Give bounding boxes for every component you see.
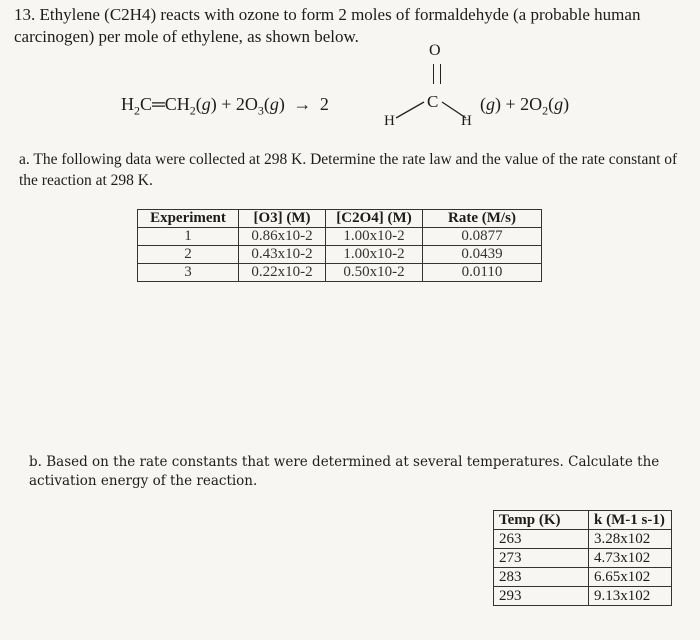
cell-temp: 283 (494, 568, 589, 587)
cell-temp: 293 (494, 587, 589, 606)
col-experiment: Experiment (138, 210, 239, 228)
cell-exp: 1 (138, 228, 239, 246)
cell-c2o4: 1.00x10-2 (326, 246, 423, 264)
bond-left (396, 102, 424, 118)
table-row (138, 228, 542, 246)
col-temp: Temp (K) (494, 511, 589, 530)
product-oxygen: $2O_2(g)$ (520, 94, 570, 118)
table-row (494, 530, 672, 549)
col-k: k (M-1 s-1) (589, 511, 672, 530)
cell-k: 9.13x102 (589, 587, 672, 606)
table-row (138, 246, 542, 264)
formaldehyde-h-left: H (384, 113, 395, 129)
formaldehyde-oxygen: O (429, 42, 441, 59)
cell-k: 3.28x102 (589, 530, 672, 549)
reaction-arrow: → (293, 94, 312, 114)
table-row (494, 568, 672, 587)
reactant-ozone: $2O_3(g)$ (235, 94, 285, 118)
table-row (138, 264, 542, 282)
reactant-ethylene: $H_2C═CH_2(g)$ (121, 94, 217, 118)
cell-c2o4: 0.50x10-2 (326, 264, 423, 282)
cell-exp: 2 (138, 246, 239, 264)
col-rate: Rate (M/s) (423, 210, 542, 228)
cell-o3: 0.43x10-2 (239, 246, 326, 264)
col-o3: [O3] (M) (239, 210, 326, 228)
cell-temp: 273 (494, 549, 589, 568)
cell-o3: 0.86x10-2 (239, 228, 326, 246)
cell-rate: 0.0877 (423, 228, 542, 246)
table-header-row (138, 210, 542, 228)
rate-data-table (137, 209, 542, 282)
cell-rate: 0.0110 (423, 264, 542, 282)
cell-k: 6.65x102 (589, 568, 672, 587)
cell-rate: 0.0439 (423, 246, 542, 264)
cell-exp: 3 (138, 264, 239, 282)
col-c2o4: [C2O4] (M) (326, 210, 423, 228)
products-rest: $(g) + 2O_2(g)$ (480, 94, 570, 118)
formaldehyde-carbon: C (427, 92, 439, 111)
question-title: 13. Ethylene (C2H4) reacts with ozone to form 2 moles of formaldehyde (a probable human carcinogen) per mole of ethylene, as shown below. (14, 5, 641, 46)
cell-k: 4.73x102 (589, 549, 672, 568)
table-row (494, 587, 672, 606)
cell-o3: 0.22x10-2 (239, 264, 326, 282)
formaldehyde-bonds (380, 96, 490, 130)
cell-c2o4: 1.00x10-2 (326, 228, 423, 246)
cell-temp: 263 (494, 530, 589, 549)
part-a-text: a. The following data were collected at 298 K. Determine the rate law and the value of the rate constant of the reaction at 298 K. (19, 151, 678, 189)
rate-constant-table (493, 510, 672, 606)
part-b-text: b. Based on the rate constants that were determined at several temperatures. Calculate the activation energy of the reaction. (29, 454, 660, 489)
product-coefficient: 2 (319, 94, 329, 114)
product-state: (g) (480, 94, 501, 114)
double-bond (433, 64, 441, 84)
reaction-equation: $H_2C═CH_2(g) + 2O_3(g) \to 2$ (121, 94, 329, 118)
table-row (494, 549, 672, 568)
table-header-row (494, 511, 672, 530)
formaldehyde-h-right: H (461, 113, 472, 129)
